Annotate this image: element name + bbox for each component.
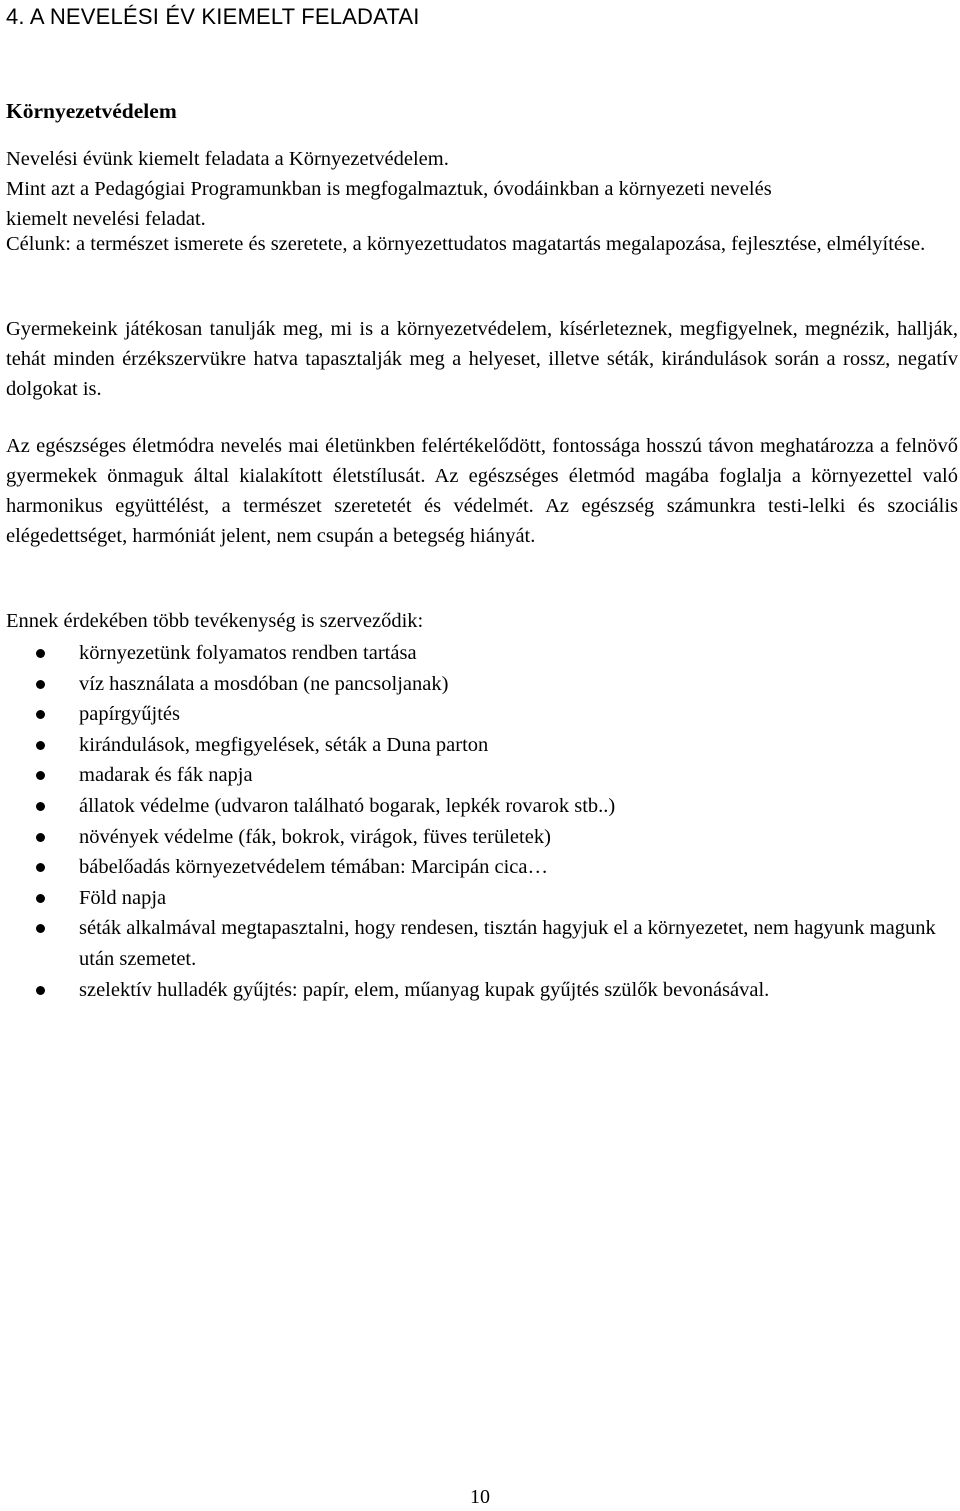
goal-text: Célunk: a természet ismerete és szeretete, a környezettudatos magatartás megalapozása, fejlesztése, elmélyítése.	[6, 233, 926, 255]
list-item-text: kirándulások, megfigyelések, séták a Duna parton	[79, 733, 489, 756]
list-item-text: papírgyűjtés	[79, 703, 180, 726]
list-item-text: állatok védelme (udvaron található bogarak, lepkék rovarok stb..)	[79, 794, 616, 817]
bullet-icon	[36, 710, 45, 719]
bullet-icon	[36, 894, 45, 903]
list-item-text: szelektív hulladék gyűjtés: papír, elem, műanyag kupak gyűjtés szülők bevonásával.	[79, 978, 770, 1001]
list-item	[6, 638, 958, 669]
list-item-text: víz használata a mosdóban (ne pancsoljanak)	[79, 672, 449, 695]
list-item	[6, 883, 958, 914]
list-item	[6, 669, 958, 700]
page-number: 10	[470, 1486, 490, 1508]
list-item	[6, 822, 958, 853]
activities-list	[6, 638, 958, 1005]
page-heading: 4. A NEVELÉSI ÉV KIEMELT FELADATAI	[6, 4, 420, 29]
list-item	[6, 913, 958, 974]
list-item-text: környezetünk folyamatos rendben tartása	[79, 642, 417, 664]
list-item	[6, 699, 958, 730]
list-item-text: séták alkalmával megtapasztalni, hogy rendesen, tisztán hagyjuk el a környezetet, nem hagyunk magunk után szemetet.	[79, 917, 936, 970]
goal-paragraph	[6, 229, 958, 259]
bullet-icon	[36, 833, 45, 842]
list-item-text: növények védelme (fák, bokrok, virágok, füves területek)	[79, 825, 551, 848]
health-paragraph	[6, 431, 958, 551]
list-item	[6, 791, 958, 822]
list-item	[6, 760, 958, 791]
list-item-text: madarak és fák napja	[79, 764, 253, 787]
section-title: Környezetvédelem	[6, 99, 177, 123]
list-item-text: Föld napja	[79, 886, 167, 909]
bullet-icon	[36, 802, 45, 811]
intro-text	[6, 144, 958, 234]
health-text: Az egészséges életmódra nevelés mai életünkben felértékelődött, fontossága hosszú távon meghatározza a felnövő gyermekek önmaguk által kialakított életstílusát. Az egészséges életmód magába foglalja a környezettel való harmonikus együttélést, a természet szeretetét és védelmét. Az egészség számunkra testi-lelki és szociális elégedettséget, harmóniát jelent, nem csupán a betegség hiányát.	[6, 435, 958, 547]
activities-intro	[6, 606, 958, 636]
children-text: Gyermekeink játékosan tanulják meg, mi is a környezetvédelem, kísérleteznek, megfigyelnek, megnézik, hallják, tehát minden érzékszervükre hatva tapasztalják meg a helyeset, illetve séták, kirándulások során a rossz, negatív dolgokat is.	[6, 318, 958, 400]
children-paragraph	[6, 314, 958, 404]
bullet-icon	[36, 649, 45, 658]
bullet-icon	[36, 863, 45, 872]
intro-line: kiemelt nevelési feladat.	[6, 208, 206, 230]
intro-line: Nevelési évünk kiemelt feladata a Környezetvédelem.	[6, 148, 449, 170]
bullet-icon	[36, 680, 45, 689]
list-item	[6, 730, 958, 761]
activities-intro-text: Ennek érdekében több tevékenység is szerveződik:	[6, 610, 424, 632]
list-item-text: bábelőadás környezetvédelem témában: Marcipán cica…	[79, 856, 548, 879]
bullet-icon	[36, 771, 45, 780]
bullet-icon	[36, 986, 45, 995]
list-item	[6, 975, 958, 1006]
list-item	[6, 852, 958, 883]
bullet-icon	[36, 924, 45, 933]
bullet-icon	[36, 741, 45, 750]
intro-line: Mint azt a Pedagógiai Programunkban is megfogalmaztuk, óvodáinkban a környezeti nevelés	[6, 178, 772, 200]
